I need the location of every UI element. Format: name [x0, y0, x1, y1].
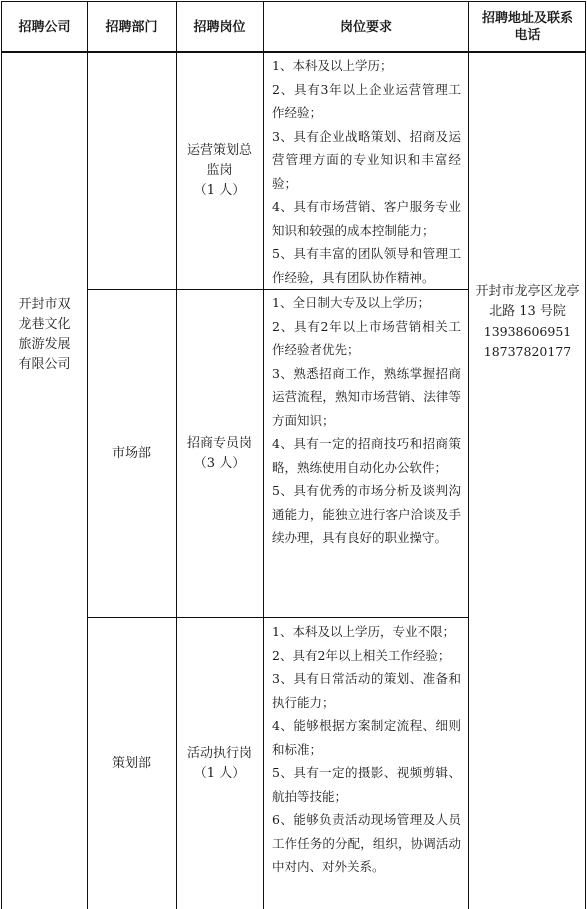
job-1-req-4: 4、具有市场营销、客户服务专业知识和较强的成本控制能力； [272, 199, 461, 238]
job-2-req-5: 5、具有优秀的市场分析及谈判沟通能力，能独立进行客户洽谈及手续办理，具有良好的职业操守。 [272, 483, 461, 545]
job-1-requirements [263, 52, 469, 289]
job-3-req-5: 5、具有一定的摄影、视频剪辑、航拍等技能； [272, 765, 461, 804]
job-2-requirements [263, 289, 469, 618]
job-3-req-4: 4、能够根据方案制定流程、细则和标准； [272, 718, 461, 757]
job-2-department: 市场部 [111, 445, 151, 461]
header-company: 招聘公司 [18, 19, 71, 35]
table-border-top [1, 1, 586, 2]
row-divider-2 [87, 617, 469, 618]
header-requirements: 岗位要求 [339, 19, 392, 35]
job-3-count: （1 人） [193, 765, 246, 781]
job-3-position [176, 618, 263, 909]
job-1-count: （1 人） [193, 182, 246, 198]
job-2-req-2: 2、具有2年以上市场营销相关工作经验者优先； [272, 318, 461, 357]
job-3-requirements [263, 618, 469, 909]
job-2-req-1: 1、全日制大专及以上学历； [272, 295, 430, 310]
job-1-req-3: 3、具有企业战略策划、招商及运营管理方面的专业知识和丰富经验； [272, 128, 461, 191]
col-divider-2 [176, 1, 177, 909]
job-3-req-6: 6、能够负责活动现场管理及人员工作任务的分配，组织，协调活动中对内、对外关系。 [272, 812, 461, 874]
header-contact: 招聘地址及联系电话 [481, 11, 573, 43]
header-department: 招聘部门 [105, 19, 158, 35]
contact-phone-2: 18737820177 [483, 344, 572, 359]
contact-phone-1: 13938606951 [483, 324, 572, 339]
job-3-req-2: 2、具有2年以上相关工作经验； [272, 647, 451, 663]
job-2-position [176, 289, 263, 618]
job-3-title: 活动执行岗 [186, 745, 252, 761]
header-divider [1, 51, 586, 53]
header-position: 招聘岗位 [193, 19, 246, 35]
job-1-title: 运营策划总监岗 [186, 142, 252, 178]
job-2-title: 招商专员岗 [186, 435, 252, 451]
job-1-position [176, 52, 263, 289]
table-border-left [1, 1, 2, 909]
job-1-req-2: 2、具有3年以上企业运营管理工作经验； [272, 81, 461, 120]
job-3-req-1: 1、本科及以上学历，专业不限； [272, 624, 455, 639]
company-name: 开封市双龙巷文化旅游发展有限公司 [18, 297, 71, 372]
contact-address: 开封市龙亭区龙亭北路 13 号院 [475, 284, 580, 319]
job-3-req-3: 3、具有日常活动的策划、准备和执行能力； [272, 671, 461, 710]
job-2-count: （3 人） [193, 455, 246, 471]
col-divider-4 [468, 1, 469, 909]
col-divider-1 [87, 1, 88, 909]
contact-info [469, 272, 586, 372]
col-divider-3 [263, 1, 264, 909]
row-divider-1 [87, 289, 469, 290]
job-2-req-4: 4、具有一定的招商技巧和招商策略，熟练使用自动化办公软件； [272, 436, 461, 475]
job-2-req-3: 3、熟悉招商工作，熟练掌握招商运营流程，熟知市场营销、法律等方面知识； [272, 365, 461, 428]
table-border-right [585, 1, 586, 909]
job-3-department: 策划部 [111, 755, 151, 771]
job-1-req-1: 1、本科及以上学历； [272, 58, 393, 73]
job-1-req-5: 5、具有丰富的团队领导和管理工作经验，具有团队协作精神。 [272, 246, 461, 285]
